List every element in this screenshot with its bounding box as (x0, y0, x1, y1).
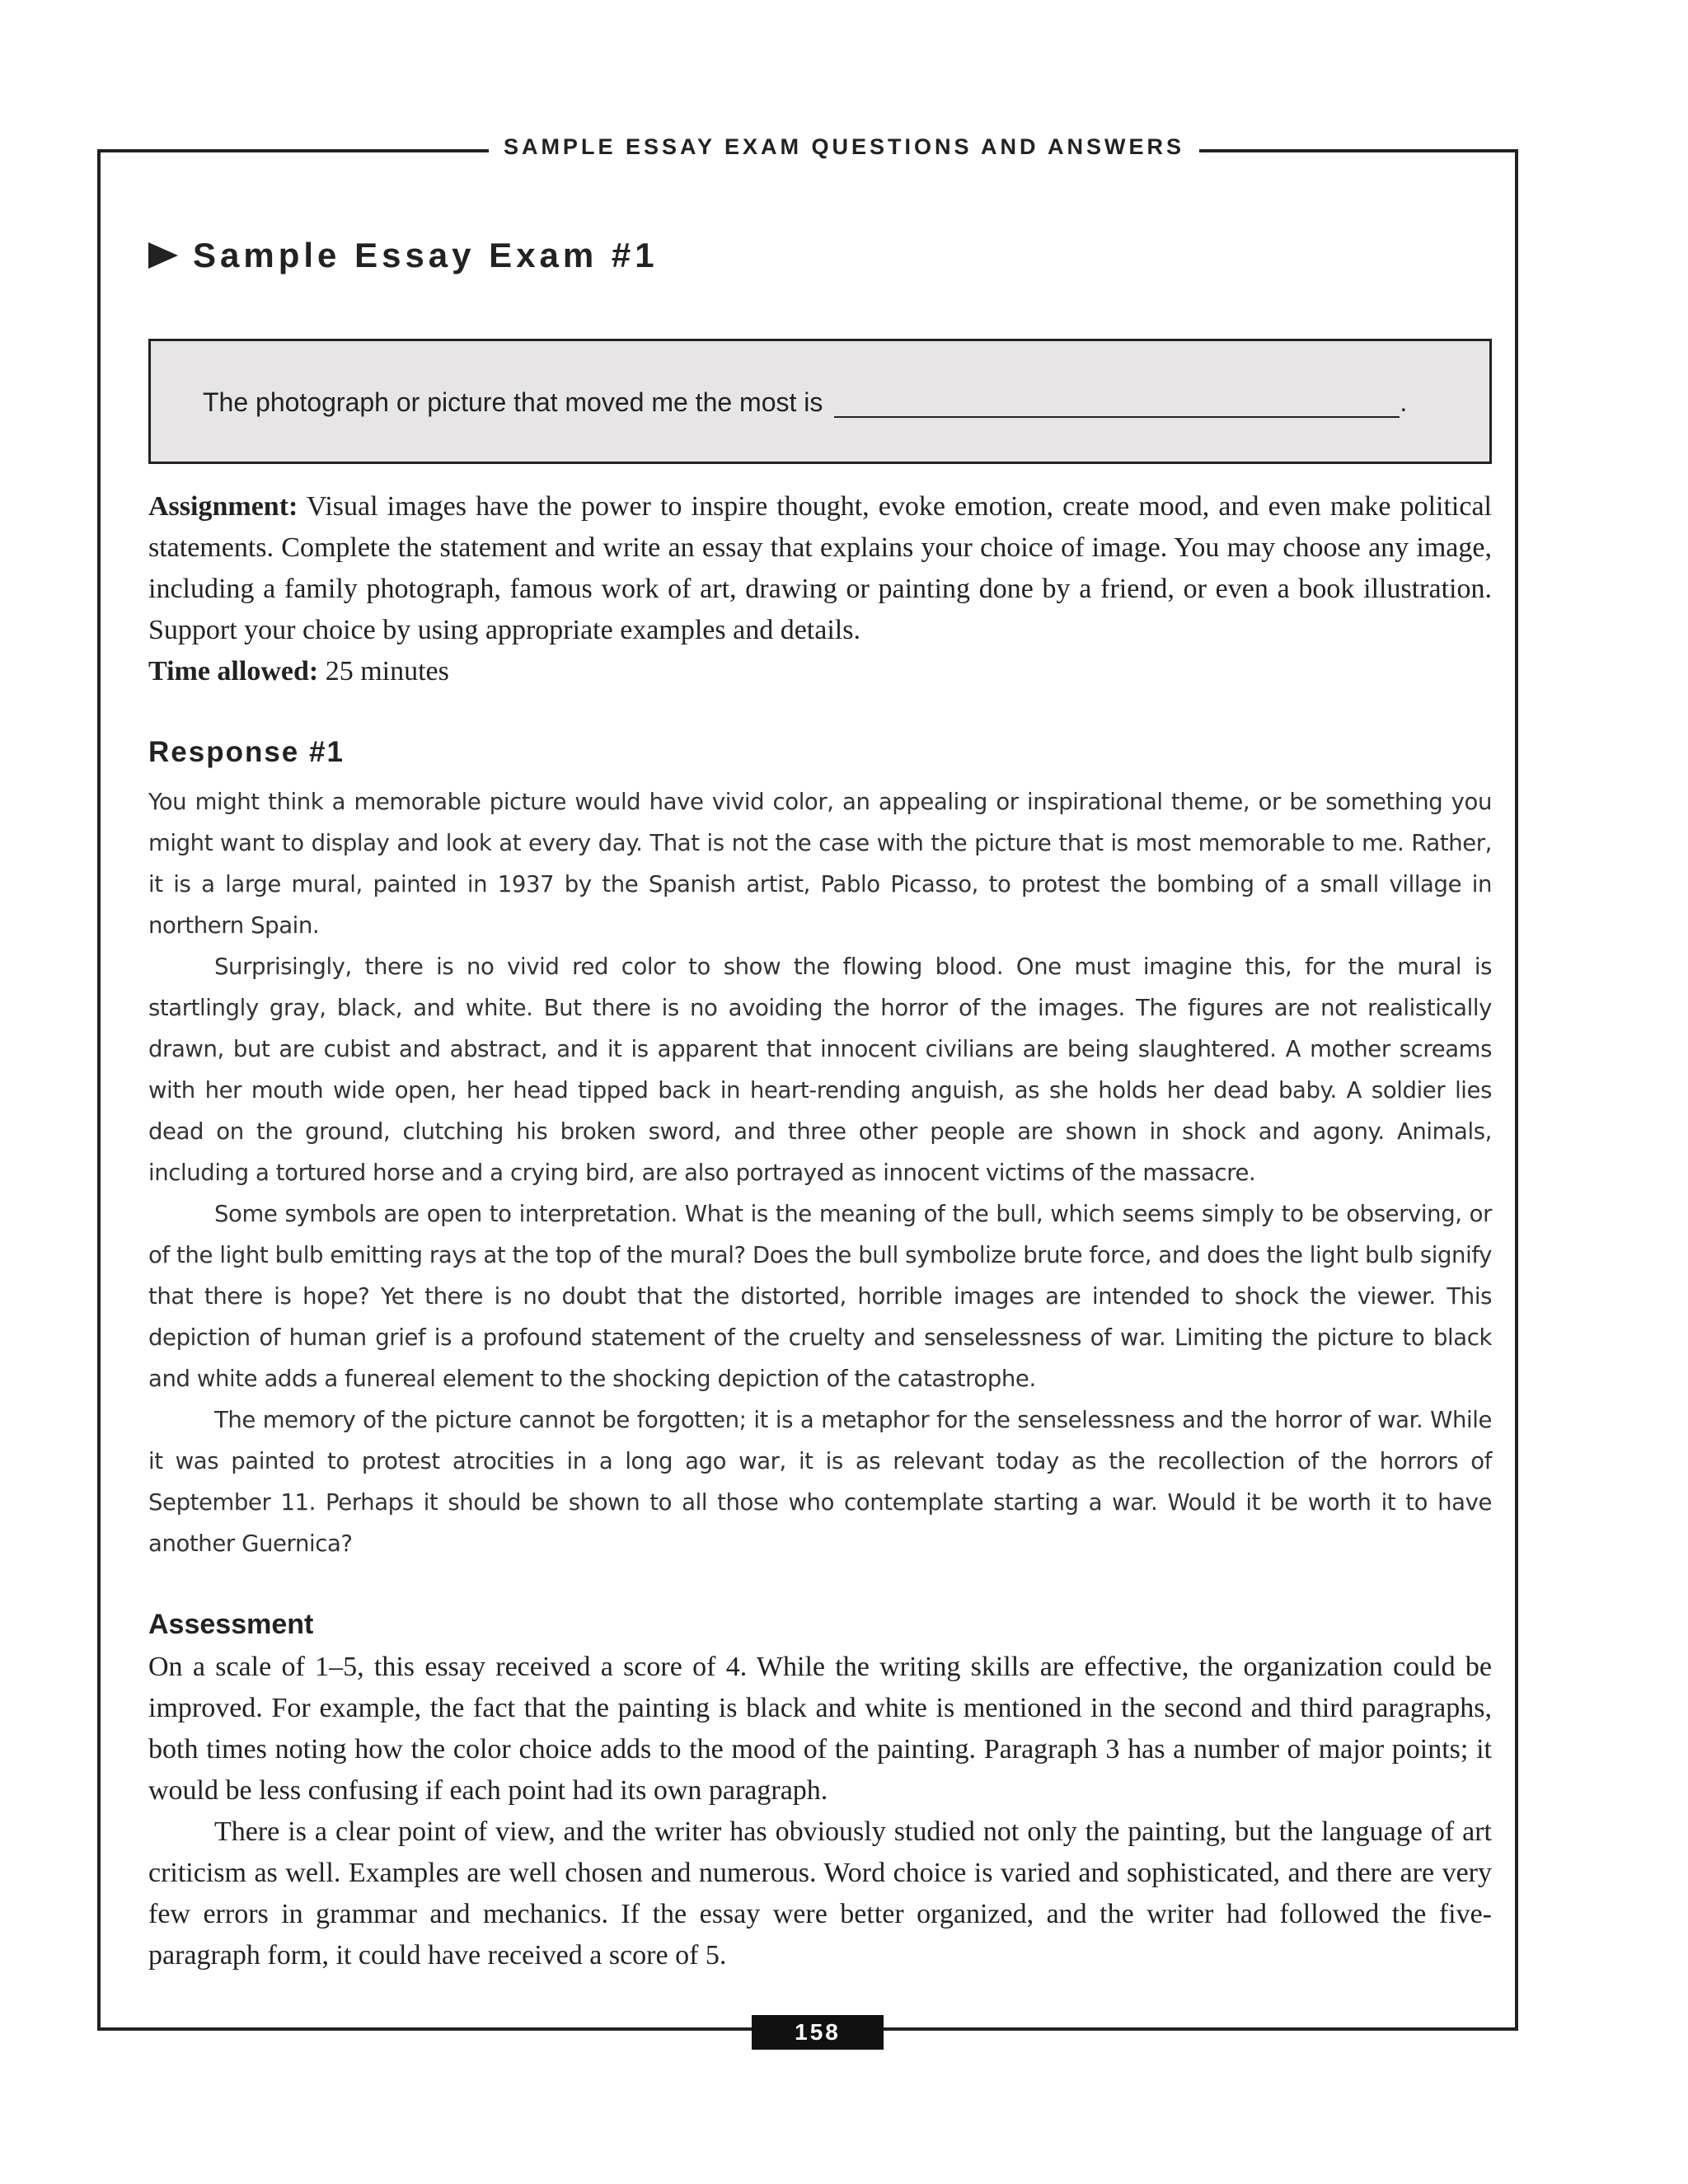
response-heading: Response #1 (148, 736, 345, 768)
exam-title (148, 236, 659, 275)
assessment-body (148, 1647, 1492, 1976)
response-body (148, 781, 1492, 1564)
response-paragraph: You might think a memorable picture would have vivid color, an appealing or inspirational theme, or be something you might want to display and look at every day. That is not the case with the picture that is most memorable to me. Rather, it is a large mural, painted in 1937 by the Spanish artist, Pablo Picasso, to protest the bombing of a small village in northern Spain. (148, 789, 1492, 939)
response-paragraph: The memory of the picture cannot be forgotten; it is a metaphor for the senselessness and the horror of war. While it was painted to protest atrocities in a long ago war, it is as relevant today as the recollection of the horrors of September 11. Perhaps it should be shown to all those who contemplate starting a war. Would it be worth it to have another Guernica? (148, 1407, 1492, 1557)
time-allowed (148, 651, 1492, 692)
time-value: 25 minutes (318, 656, 449, 687)
prompt-text: The photograph or picture that moved me the most is (203, 387, 823, 417)
exam-title-text: Sample Essay Exam #1 (193, 236, 659, 274)
prompt-box (148, 339, 1492, 464)
assessment-paragraph: There is a clear point of view, and the writer has obviously studied not only the painting, but the language of art criticism as well. Examples are well chosen and numerous. Word choice is varied and sophisticated, and there are very few errors in grammar and mechanics. If the essay were better organized, and the writer had followed the five-paragraph form, it could have received a score of 5. (148, 1816, 1492, 1971)
assessment-paragraph: On a scale of 1–5, this essay received a score of 4. While the writing skills are effective, the organization could be improved. For example, the fact that the painting is black and white is mentioned in the second and third paragraphs, both times noting how the color choice adds to the mood of the painting. Paragraph 3 has a number of major points; it would be less confusing if each point had its own paragraph. (148, 1652, 1492, 1806)
prompt-statement (203, 387, 1407, 418)
assignment-paragraph (148, 486, 1492, 651)
response-paragraph: Surprisingly, there is no vivid red color to show the flowing blood. One must imagine this, for the mural is startlingly gray, black, and white. But there is no avoiding the horror of the images. The figures are not realistically drawn, but are cubist and abstract, and it is apparent that innocent civilians are being slaughtered. A mother screams with her mouth wide open, her head tipped back in heart-rending anguish, as she holds her dead baby. A soldier lies dead on the ground, clutching his broken sword, and three other people are shown in shock and agony. Animals, including a tortured horse and a crying bird, are also portrayed as innocent victims of the massacre. (148, 954, 1492, 1186)
triangle-bullet-icon (148, 242, 178, 269)
time-label: Time allowed: (148, 656, 319, 687)
assignment-text: Visual images have the power to inspire thought, evoke emotion, create mood, and even make political statements. Complete the statement and write an essay that explains your choice of image. You may choose any image, including a family photograph, famous work of art, drawing or painting done by a friend, or even a book illustration. Support your choice by using appropriate examples and details. (148, 491, 1492, 645)
running-header (0, 134, 1688, 167)
response-paragraph: Some symbols are open to interpretation. What is the meaning of the bull, which seems simply to be observing, or of the light bulb emitting rays at the top of the mural? Does the bull symbolize brute force, and does the light bulb signify that there is hope? Yet there is no doubt that the distorted, horrible images are intended to shock the viewer. This depiction of human grief is a profound statement of the cruelty and senselessness of war. Limiting the picture to black and white adds a funereal element to the shocking depiction of the catastrophe. (148, 1201, 1492, 1392)
running-title: SAMPLE ESSAY EXAM QUESTIONS AND ANSWERS (489, 134, 1199, 159)
assignment-label: Assignment: (148, 491, 298, 522)
assessment-heading: Assessment (148, 1609, 314, 1640)
prompt-period: . (1400, 387, 1408, 417)
assignment-block (148, 486, 1492, 692)
prompt-blank-line (834, 391, 1400, 418)
page-number: 158 (752, 2015, 884, 2050)
